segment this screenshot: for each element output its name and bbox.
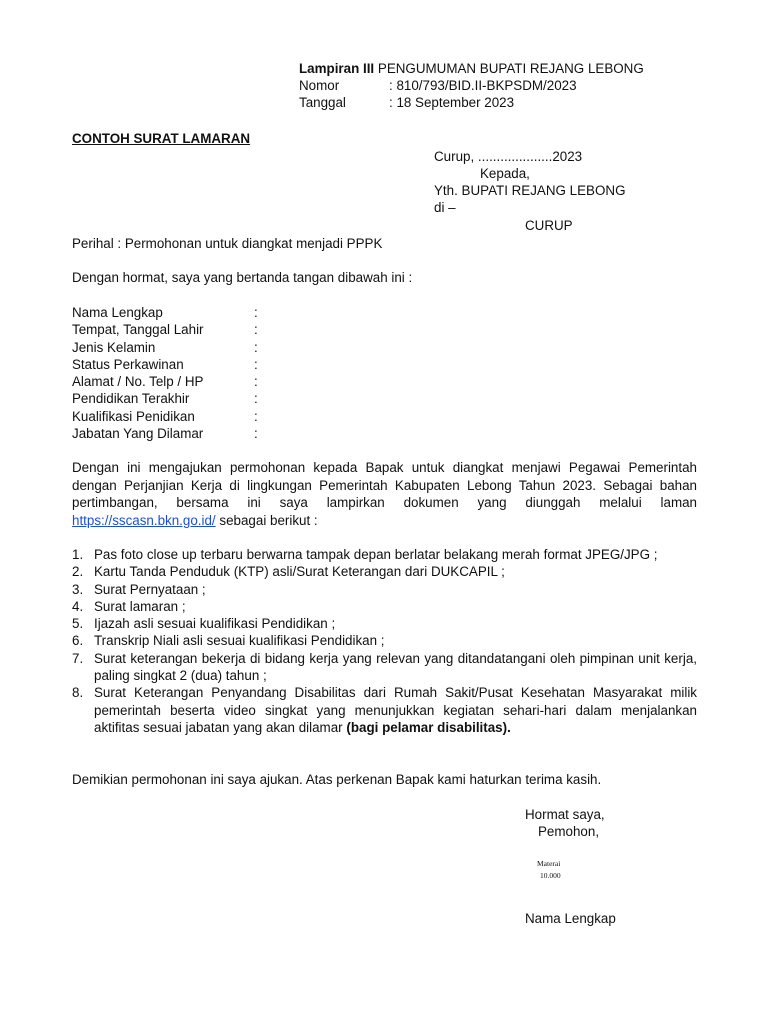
field-colon: : (254, 391, 258, 407)
field-colon: : (254, 374, 258, 390)
list-text: Pas foto close up terbaru berwarna tampak depan berlatar belakang merah format JPEG/JPG ; (94, 547, 658, 562)
attachment-label: Lampiran III (299, 61, 375, 76)
field-row (72, 356, 258, 373)
list-text: Transkrip Niali asli sesuai kualifikasi Pendidikan ; (94, 633, 385, 649)
list-item (72, 581, 697, 598)
attachment-number-line (299, 77, 644, 94)
field-colon: : (254, 339, 258, 355)
body-paragraph (72, 459, 697, 529)
list-text: Surat keterangan bekerja di bidang kerja yang relevan yang ditandatangani oleh pimpinan unit kerja, paling singkat 2 (dua) tahun ; (94, 650, 697, 684)
list-item (72, 650, 697, 685)
place-date: Curup, ....................2023 (434, 149, 583, 164)
field-row (72, 321, 258, 338)
list-text: Surat Pernyataan ; (94, 581, 206, 597)
field-colon: : (254, 322, 258, 338)
list-number: 7. (72, 650, 84, 666)
list-number: 4. (72, 598, 84, 614)
stamp-label: Materai (537, 859, 561, 868)
applicant-fields (72, 304, 258, 442)
list-number: 8. (72, 685, 84, 701)
list-number: 2. (72, 564, 84, 580)
number-label: Nomor (299, 78, 340, 93)
list-item (72, 598, 697, 615)
recipient-line-1: Kepada, (480, 166, 530, 181)
field-colon: : (254, 305, 258, 320)
field-label: Jenis Kelamin (72, 339, 156, 355)
regards-label: Hormat saya, (525, 807, 605, 822)
field-row (72, 339, 258, 356)
list-text: Surat Keterangan Penyandang Disabilitas dari Rumah Sakit/Pusat Kesehatan Masyarakat milik pemerintah beserta video singkat yang menunjukkan kegiatan sehari-hari dalam menjalankan aktifitas sesuai jabatan yang akan dilamar (94, 685, 697, 735)
documents-list (72, 546, 697, 736)
list-item (72, 563, 697, 580)
applicant-label: Pemohon, (538, 824, 600, 839)
opening-line: Dengan hormat, saya yang bertanda tangan dibawah ini : (72, 270, 413, 285)
field-row (72, 408, 258, 425)
attachment-header (299, 60, 644, 111)
attachment-title-line (299, 60, 644, 77)
recipient-line-3: di – (434, 200, 456, 215)
list-number: 5. (72, 616, 84, 632)
field-label: Jabatan Yang Dilamar (72, 426, 204, 442)
field-colon: : (254, 408, 258, 424)
attachment-title: PENGUMUMAN BUPATI REJANG LEBONG (377, 61, 644, 76)
field-colon: : (254, 426, 258, 442)
signature-name: Nama Lengkap (525, 911, 616, 926)
field-colon: : (254, 356, 258, 372)
letter-heading: CONTOH SURAT LAMARAN (72, 131, 251, 146)
field-label: Status Perkawinan (72, 356, 184, 372)
field-label: Kualifikasi Penidikan (72, 408, 195, 424)
date-value: : 18 September 2023 (389, 95, 515, 110)
number-value: : 810/793/BID.II-BKPSDM/2023 (389, 78, 577, 93)
field-row (72, 373, 258, 390)
closing-line: Demikian permohonan ini saya ajukan. Atas perkenan Bapak kami haturkan terima kasih. (72, 772, 602, 787)
list-item (72, 632, 697, 649)
body-text: Dengan ini mengajukan permohonan kepada Bapak untuk diangkat menjawi Pegawai Pemerintah dengan Perjanjian Kerja di lingkungan Pemerintah Kabupaten Lebong Tahun 2023. Sebagai bahan pertimbangan, bersama ini saya lampirkan dokumen yang diunggah melalui laman (72, 460, 697, 510)
list-text: Kartu Tanda Penduduk (KTP) asli/Surat Keterangan dari DUKCAPIL ; (94, 564, 505, 580)
field-label: Tempat, Tanggal Lahir (72, 322, 204, 338)
list-number: 6. (72, 633, 84, 649)
subject-line: Perihal : Permohonan untuk diangkat menjadi PPPK (72, 236, 383, 251)
field-row (72, 425, 258, 442)
field-label: Pendidikan Terakhir (72, 391, 190, 407)
list-text: Surat lamaran ; (94, 598, 186, 614)
list-text-bold: (bagi pelamar disabilitas). (346, 719, 511, 735)
field-row (72, 304, 258, 321)
field-label: Nama Lengkap (72, 305, 163, 320)
stamp-value: 10.000 (540, 871, 561, 880)
stamp-placeholder (537, 858, 561, 882)
sscasn-link[interactable]: https://sscasn.bkn.go.id/ (72, 512, 216, 528)
list-number: 1. (72, 547, 84, 562)
attachment-date-line (299, 94, 644, 111)
recipient-line-2: Yth. BUPATI REJANG LEBONG (434, 183, 626, 198)
body-after-link: sebagai berikut : (219, 512, 318, 528)
list-text: Ijazah asli sesuai kualifikasi Pendidikan ; (94, 616, 336, 632)
list-item (72, 684, 697, 736)
field-row (72, 390, 258, 407)
field-label: Alamat / No. Telp / HP (72, 374, 204, 390)
recipient-line-4: CURUP (525, 218, 573, 233)
list-number: 3. (72, 581, 84, 597)
list-item (72, 615, 697, 632)
date-label: Tanggal (299, 95, 346, 110)
list-text-item-8 (94, 684, 697, 736)
list-item (72, 546, 697, 563)
